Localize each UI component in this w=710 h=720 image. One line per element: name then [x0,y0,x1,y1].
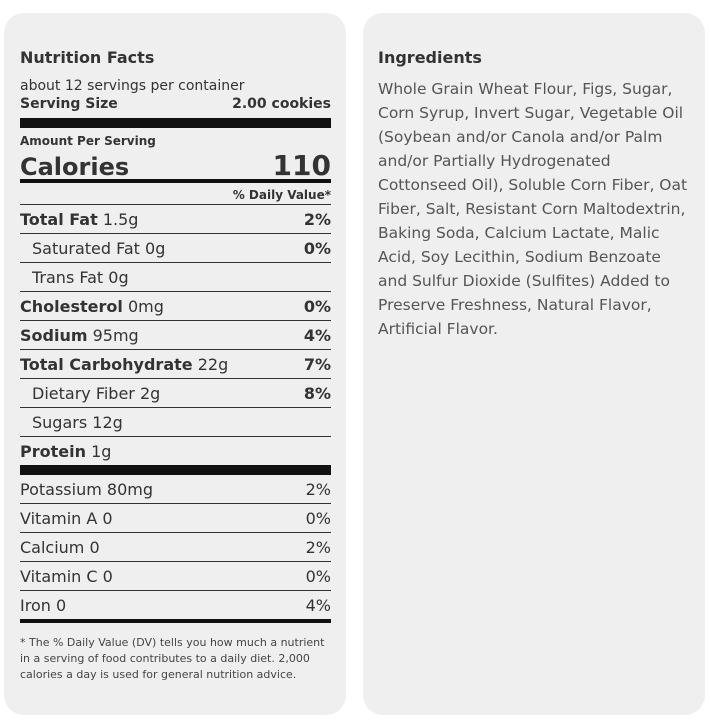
nutrient-name: Saturated Fat [32,238,140,258]
nutrient-percent: 7% [303,354,331,374]
nutrient-name: Dietary Fiber [32,383,135,403]
nutrient-row-sugars [20,408,331,437]
nutrient-name: Calcium [20,537,85,557]
nutrient-percent: 0% [303,296,331,316]
daily-value-footnote: * The % Daily Value (DV) tells you how much a nutrient in a serving of food contributes to a daily diet. 2,000 calories a day is used for general nutrition advice. [20,636,325,681]
nutrient-amount: 80mg [106,479,153,499]
calories-label: Calories [20,153,130,181]
nutrient-amount: 1g [91,441,112,461]
serving-size-value: 2.00 cookies [232,96,331,112]
nutrient-amount: 95mg [92,325,139,345]
nutrient-row-calcium [20,533,331,562]
calories-row [20,149,331,182]
nutrient-percent: 4% [305,595,331,615]
nutrient-name: Cholesterol [20,296,123,316]
nutrient-name: Total Fat [20,209,98,229]
nutrient-name: Potassium [20,479,102,499]
nutrient-row-vitamin-a [20,504,331,533]
nutrient-amount: 12g [92,412,123,432]
nutrient-row-sodium [20,321,331,350]
nutrient-amount: 0 [102,508,113,528]
nutrient-amount: 0 [89,537,100,557]
nutrient-row-potassium [20,475,331,504]
nutrient-name: Vitamin C [20,566,98,586]
nutrient-row-total-carbohydrate [20,350,331,379]
ingredients-title: Ingredients [378,48,482,67]
nutrient-amount: 0 [102,566,113,586]
nutrient-row-dietary-fiber [20,379,331,408]
nutrient-name: Iron [20,595,51,615]
nutrient-name: Total Carbohydrate [20,354,193,374]
nutrient-percent: 4% [303,325,331,345]
nutrient-row-cholesterol [20,292,331,321]
thick-divider [20,118,331,128]
serving-size-row [20,95,331,113]
nutrient-percent: 2% [305,479,331,499]
calories-value: 110 [272,149,331,182]
nutrient-amount: 22g [197,354,229,374]
nutrient-amount: 1.5g [102,209,139,229]
daily-value-header: % Daily Value* [20,186,331,205]
nutrient-row-protein [20,437,331,465]
nutrient-percent: 2% [305,537,331,557]
nutrient-percent: 0% [305,566,331,586]
nutrient-name: Vitamin A [20,508,98,528]
nutrient-name: Sodium [20,325,88,345]
ingredients-text: Whole Grain Wheat Flour, Figs, Sugar, Corn Syrup, Invert Sugar, Vegetable Oil (Soybean and/or Canola and/or Palm and/or Partially Hydrogenated Cottonseed Oil), Soluble Corn Fiber, Oat Fiber, Salt, Resistant Corn Maltodextrin, Baking Soda, Calcium Lactate, Malic Acid, Soy Lecithin, Sodium Benzoate and Sulfur Dioxide (Sulfites) Added to Preserve Freshness, Natural Flavor, Artificial Flavor. [378,80,688,338]
nutrient-amount: 0g [145,238,166,258]
nutrient-amount: 0 [55,595,67,615]
ingredients-section [378,47,693,341]
nutrient-row-trans-fat [20,263,331,292]
nutrient-name: Protein [20,441,86,461]
nutrient-percent: 8% [303,383,331,403]
nutrient-amount: 2g [139,383,161,403]
nutrient-amount: 0mg [127,296,164,316]
nutrient-name: Sugars [32,412,88,432]
nutrient-amount: 0g [108,267,129,287]
nutrition-facts-title: Nutrition Facts [20,48,155,67]
nutrient-row-saturated-fat [20,234,331,263]
ingredients-card [363,13,705,715]
nutrient-row-iron [20,591,331,623]
nutrition-facts-card [4,13,346,715]
servings-per-container: about 12 servings per container [20,78,245,94]
amount-per-serving: Amount Per Serving [20,134,156,148]
nutrition-facts-label [20,47,331,683]
thick-divider [20,465,331,475]
nutrient-percent: 2% [303,209,331,229]
nutrient-percent: 0% [303,238,331,258]
nutrient-row-vitamin-c [20,562,331,591]
nutrient-name: Trans Fat [32,267,104,287]
nutrient-percent: 0% [305,508,331,528]
nutrient-row-total-fat [20,205,331,234]
serving-size-label: Serving Size [20,96,118,112]
